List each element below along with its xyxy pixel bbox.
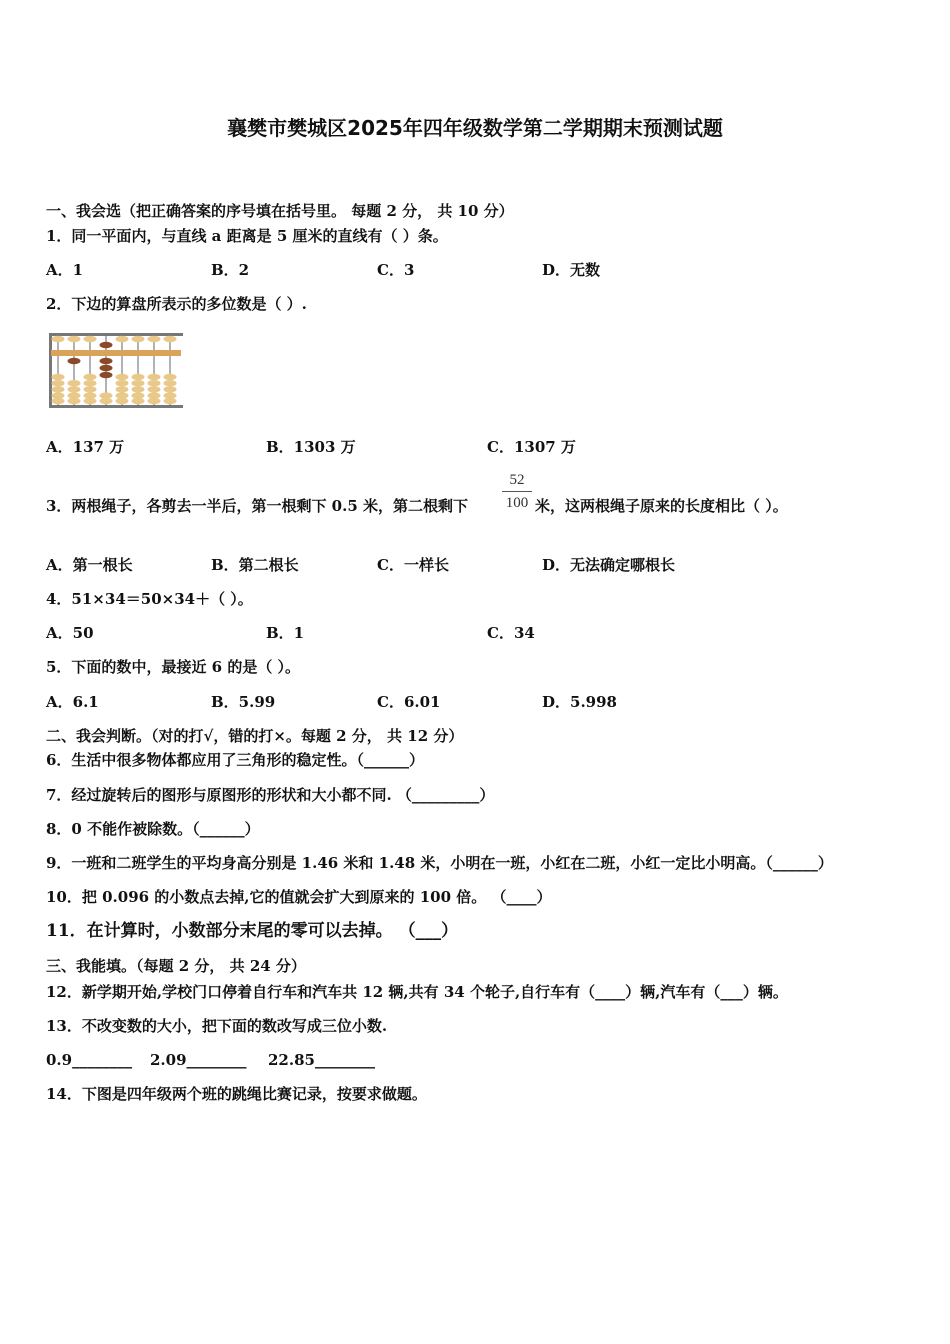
abacus-bead <box>84 374 97 380</box>
abacus-bead <box>148 380 161 386</box>
question-9: 9．一班和二班学生的平均身高分别是 1.46 米和 1.48 米，小明在一班，小红在二班，小红一定比小明高。（______） <box>46 854 833 872</box>
section-2-heading: 二、我会判断。（对的打√，错的打×。每题 2 分， 共 12 分） <box>46 727 464 745</box>
abacus-bead <box>132 336 145 342</box>
q3-option-b: B．第二根长 <box>211 556 299 574</box>
q5-option-c: C．6.01 <box>377 693 441 711</box>
question-7: 7．经过旋转后的图形与原图形的形状和大小都不同. （_________） <box>46 786 495 804</box>
abacus-bead <box>132 374 145 380</box>
abacus-bead <box>164 386 177 392</box>
q4-option-c: C．34 <box>487 624 535 642</box>
q1-option-b: B．2 <box>211 261 250 279</box>
q3-option-d: D．无法确定哪根长 <box>542 556 676 574</box>
abacus-bead <box>68 336 81 342</box>
abacus-bead <box>84 386 97 392</box>
abacus-bead <box>68 386 81 392</box>
abacus-bead <box>116 386 129 392</box>
q2-option-b: B．1303 万 <box>266 438 356 456</box>
abacus-bead <box>52 380 65 386</box>
abacus-bead <box>100 398 113 404</box>
question-3-after: 米，这两根绳子原来的长度相比（ ）。 <box>535 497 788 515</box>
abacus-frame-bottom <box>49 405 183 408</box>
abacus-bead <box>116 336 129 342</box>
section-3-heading: 三、我能填。（每题 2 分， 共 24 分） <box>46 957 306 975</box>
abacus-bead <box>68 358 81 364</box>
question-5: 5．下面的数中，最接近 6 的是（ ）。 <box>46 658 301 676</box>
q3-fraction <box>500 470 534 513</box>
q2-option-a: A．137 万 <box>46 438 125 456</box>
q13-blank-3: 22.85________ <box>268 1051 375 1069</box>
q1-option-d: D．无数 <box>542 261 601 279</box>
question-12: 12．新学期开始,学校门口停着自行车和汽车共 12 辆,共有 34 个轮子,自行车有（____）辆,汽车有（___）辆。 <box>46 983 788 1001</box>
q3-fraction-bar <box>502 491 532 492</box>
question-8: 8．0 不能作被除数。（______） <box>46 820 260 838</box>
abacus-beam <box>51 350 181 356</box>
question-6: 6．生活中很多物体都应用了三角形的稳定性。（______） <box>46 751 424 769</box>
abacus-bead <box>116 374 129 380</box>
abacus-bead <box>52 398 65 404</box>
q3-option-c: C．一样长 <box>377 556 449 574</box>
abacus-bead <box>132 398 145 404</box>
abacus-bead <box>100 372 113 378</box>
q4-option-b: B．1 <box>266 624 305 642</box>
abacus-bead <box>148 386 161 392</box>
abacus-bead <box>84 336 97 342</box>
q3-fraction-numerator: 52 <box>509 472 525 488</box>
q13-blank-1: 0.9________ <box>46 1051 133 1069</box>
section-1-heading: 一、我会选（把正确答案的序号填在括号里。 每题 2 分， 共 10 分） <box>46 202 514 220</box>
page-title: 襄樊市樊城区2025年四年级数学第二学期期末预测试题 <box>227 116 723 140</box>
q1-option-c: C．3 <box>377 261 415 279</box>
q5-option-a: A．6.1 <box>46 693 99 711</box>
abacus-bead <box>52 374 65 380</box>
abacus-frame-top <box>49 333 183 336</box>
abacus-bead <box>100 342 113 348</box>
abacus-frame-left <box>49 333 52 408</box>
abacus-bead <box>68 380 81 386</box>
q3-option-a: A．第一根长 <box>46 556 133 574</box>
abacus-bead <box>52 336 65 342</box>
abacus-bead <box>164 374 177 380</box>
abacus-figure <box>48 331 184 411</box>
question-3-before: 3．两根绳子，各剪去一半后，第一根剩下 0.5 米，第二根剩下 <box>46 497 468 515</box>
question-2: 2．下边的算盘所表示的多位数是（ ）. <box>46 295 307 313</box>
question-11: 11．在计算时，小数部分末尾的零可以去掉。 （___） <box>46 921 459 941</box>
q2-option-c: C．1307 万 <box>487 438 576 456</box>
abacus-bead <box>132 386 145 392</box>
abacus-bead <box>100 365 113 371</box>
question-10: 10．把 0.096 的小数点去掉,它的值就会扩大到原来的 100 倍。 （____） <box>46 888 552 906</box>
abacus-bead <box>164 398 177 404</box>
question-14: 14．下图是四年级两个班的跳绳比赛记录，按要求做题。 <box>46 1085 427 1103</box>
q1-option-a: A．1 <box>46 261 84 279</box>
abacus-bead <box>148 336 161 342</box>
abacus-bead <box>148 398 161 404</box>
abacus-bead <box>132 380 145 386</box>
abacus-bead <box>116 398 129 404</box>
abacus-bead <box>84 380 97 386</box>
question-1: 1．同一平面内，与直线 a 距离是 5 厘米的直线有（ ）条。 <box>46 227 448 245</box>
question-13: 13．不改变数的大小，把下面的数改写成三位小数. <box>46 1017 388 1035</box>
q3-fraction-denominator: 100 <box>505 495 529 511</box>
abacus-bead <box>84 398 97 404</box>
abacus-bead <box>68 398 81 404</box>
question-4: 4．51×34＝50×34＋（ ）。 <box>46 590 253 608</box>
abacus-bead <box>148 374 161 380</box>
q4-option-a: A．50 <box>46 624 94 642</box>
abacus-bead <box>52 386 65 392</box>
abacus-bead <box>164 336 177 342</box>
q13-blank-2: 2.09________ <box>150 1051 247 1069</box>
abacus-bead <box>100 358 113 364</box>
abacus-bead <box>116 380 129 386</box>
abacus-bead <box>164 380 177 386</box>
q5-option-d: D．5.998 <box>542 693 617 711</box>
q5-option-b: B．5.99 <box>211 693 276 711</box>
